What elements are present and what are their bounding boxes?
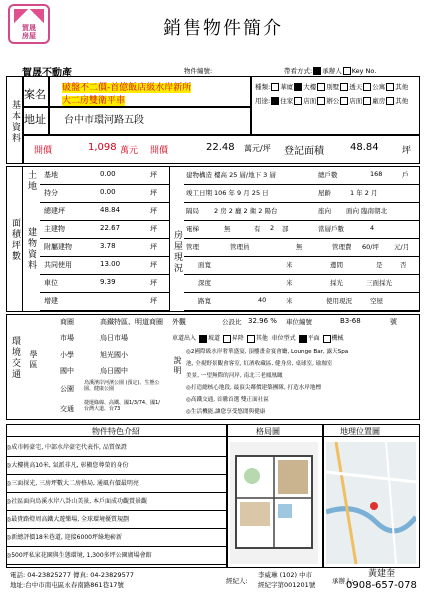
reg-area-value: 48.84: [350, 142, 379, 153]
house-cell: 無: [224, 225, 231, 233]
building-label: 建物資料: [26, 227, 36, 271]
price-unit: 萬元: [120, 146, 139, 156]
house-cell: 邊間: [330, 261, 343, 269]
address-label: 地址: [24, 113, 46, 126]
park-value: 烏溪濱岸河濱公園 (預定)、生態公園、健康公園: [84, 380, 160, 392]
house-cell: 電梯: [186, 225, 199, 233]
brand-name: 賀晟不動產: [22, 68, 72, 79]
row-divider: [40, 184, 170, 185]
price-per-unit: 萬元/坪: [244, 144, 271, 153]
agent-label: 經紀人:: [226, 577, 248, 585]
desc-line: ◎2國際級水岸奢華盛宴, 頂樓畫金宴會廳, Lounge Bar, 露天Spa: [186, 349, 349, 355]
area-unit: 坪: [150, 189, 157, 197]
house-cell: 三面採光: [366, 279, 392, 287]
house-cell: 管理: [186, 243, 199, 251]
row-divider: [40, 274, 170, 275]
parking-unit-value: B3-68: [340, 317, 361, 325]
area-label: 車位: [44, 279, 58, 287]
checkbox: [343, 67, 351, 75]
city-market-value: 烏日市場: [100, 334, 128, 342]
row-divider: [184, 310, 420, 311]
public-value: 32.96 %: [248, 317, 277, 325]
house-cell: 元/月: [394, 243, 410, 251]
area-label: 持分: [44, 189, 58, 197]
case-name-label: 案名: [24, 88, 46, 101]
facade-label: 外觀: [172, 318, 186, 326]
area-value: 9.39: [100, 278, 116, 286]
area-label: 基地: [44, 171, 58, 179]
map-icon: [326, 442, 416, 564]
desc-line: 美景, 一望無際的河岸, 南北三老鳳凰瞰: [186, 373, 283, 379]
desc-line: ◎打造總核心地段, 最頂尖鄰價建築團隊, 打造水岸地標: [186, 385, 322, 391]
roof-icon: [14, 9, 44, 23]
area-value: 0.00: [100, 170, 116, 178]
area-unit: 坪: [150, 171, 157, 179]
area-unit: 坪: [150, 243, 157, 251]
floor-plan-icon: [230, 442, 318, 564]
feature-item: ◎最貴路燈周高鐵大遊樂場, 全球環境優質規劃: [6, 512, 226, 529]
contact-label: 承辦人:: [332, 577, 354, 585]
row-divider: [184, 220, 420, 221]
house-cell: 2: [270, 224, 275, 232]
house-cell: 戶: [402, 171, 409, 179]
land-label: 土地: [26, 170, 36, 192]
house-cell: 管理費: [332, 243, 352, 251]
house-cell: 40: [258, 296, 267, 304]
area-label: 共同使用: [44, 261, 72, 269]
row-divider: [40, 220, 170, 221]
area-value: 0.00: [100, 188, 116, 196]
row-divider: [184, 292, 420, 293]
mid-value: 烏日國中: [100, 367, 128, 375]
area-value: 13.00: [100, 260, 121, 268]
house-cell: 座向: [318, 207, 331, 215]
feature-item: ◎新總評價18米巷道, 迎接6000坪綠地嶄新: [6, 530, 226, 547]
house-cell: 採光: [330, 279, 343, 287]
agent-name: 李威琳 (102) 中市: [258, 571, 313, 579]
section-area: 面積坪數: [10, 218, 20, 262]
page-title: 銷售物件簡介: [163, 18, 283, 39]
park-label: 公園: [60, 385, 74, 393]
case-name-line2: 大二房雙衛平車: [62, 96, 126, 106]
public-label: 公設比: [222, 318, 242, 326]
city-market-label: 市場: [60, 334, 74, 342]
area-unit: 坪: [150, 261, 157, 269]
reg-area-label: 登記面積: [284, 146, 324, 157]
section-basic: 基本資料: [10, 100, 20, 144]
feature-item: ◎社區面向烏溪水岸八卦山美景, 本戶面成功觀賞景觀: [6, 494, 226, 511]
footer-addr: 地址:台中市南屯區永春南路861巷17號: [10, 581, 124, 589]
area-unit: 坪: [150, 207, 157, 215]
house-cell: 管理員: [230, 243, 250, 251]
row-divider: [184, 184, 420, 185]
section-env: 環境交通: [10, 336, 20, 380]
parking-unit-label: 車位編號: [286, 318, 312, 326]
house-cell: 部: [282, 225, 289, 233]
feature-item: ◎大樓挑高10米, 氣派非凡, 彰顯您尊榮的身份: [6, 458, 226, 475]
house-cell: 空屋: [370, 297, 383, 305]
house-cell: 深度: [198, 279, 211, 287]
open-price-label: 開價: [34, 146, 53, 156]
contact-phone: 0908-657-078: [346, 580, 417, 591]
reg-area-unit: 坪: [402, 146, 412, 156]
floor-plan-image: [230, 442, 318, 564]
elem-label: 小學: [60, 351, 74, 359]
area-value: 22.67: [100, 224, 121, 232]
house-cell: 是: [376, 261, 383, 269]
market-label: 商圈: [60, 318, 74, 326]
row-divider: [40, 202, 170, 203]
company-logo: [8, 4, 50, 44]
house-cell: 無: [296, 243, 303, 251]
desc-line: ◎生活機能,讓您享受悠閒與健康: [186, 409, 266, 415]
address-value: 台中市環河路五段: [64, 115, 144, 126]
house-cell: 總戶數: [318, 171, 338, 179]
contact-name: 黃建奎: [368, 569, 396, 579]
house-cell: 否: [400, 261, 407, 269]
feature-item: ◎三面採光, 三房坪數大二房格局, 通風有價最明亮: [6, 476, 226, 493]
area-value: 48.84: [100, 206, 121, 214]
area-label: 主建物: [44, 225, 65, 233]
parking-unit-no: 號: [390, 318, 397, 326]
house-cell: 屋齡: [318, 189, 331, 197]
open-price-value: 1,098: [88, 142, 117, 153]
mid-label: 國中: [60, 367, 74, 375]
row-divider: [40, 238, 170, 239]
market-value: 高鐵特區、明道商圈: [100, 318, 163, 326]
row-divider: [40, 310, 170, 311]
desc-line: 池, 全視野景觀會客室, 紅酒收藏區, 健身房, 桌球室, 瑜珈室: [186, 361, 333, 367]
section-desc: 說明: [173, 356, 182, 376]
house-cell: 竣工日期: [186, 189, 212, 197]
house-cell: 使用現況: [326, 297, 352, 305]
row-divider: [184, 202, 420, 203]
house-cell: 有: [254, 225, 261, 233]
house-cell: 106 年 9 月 25 日: [214, 189, 269, 197]
house-cell: 4: [370, 224, 375, 232]
row-divider: [184, 256, 420, 257]
section-house: 房屋現況: [172, 230, 182, 274]
desc-line: ◎高鐵交通, 首購首選 雙正面社區: [186, 397, 269, 403]
object-no-label: 物件編號:: [184, 67, 213, 75]
agent-cert: 經紀字第001201號: [258, 581, 316, 589]
house-cell: 路寬: [198, 297, 211, 305]
feature-item: ◎500坪私家花園與生態環境, 1,300多坪公園廣場會館: [6, 548, 226, 565]
house-cell: 2 房 2 廳 2 衛 2 陽台: [214, 207, 278, 215]
area-label: 附屬建物: [44, 243, 72, 251]
traffic-value: 捷運綠線、高鐵、國1/3/74、國1/台灣大道、台73: [84, 400, 160, 412]
house-cell: 60/坪: [362, 243, 379, 251]
logo-line2: 房屋: [22, 32, 36, 40]
open-price-label2: 開價: [150, 146, 169, 156]
school-label: 學區: [29, 350, 38, 370]
traffic-label: 交通: [60, 405, 74, 413]
checkbox: [313, 67, 321, 75]
logo-line1: 賀晟: [22, 24, 36, 32]
price-per-ping: 22.48: [206, 142, 235, 153]
building-type: 種類: 華廈 大樓 別墅 透天 公寓 其他: [255, 83, 409, 91]
row-divider: [40, 292, 170, 293]
area-label: 增建: [44, 297, 58, 305]
house-cell: 面向 臨南朝北: [346, 207, 388, 215]
house-cell: 168: [370, 170, 383, 178]
area-unit: 坪: [150, 297, 157, 305]
row-divider: [40, 256, 170, 257]
area-unit: 坪: [150, 225, 157, 233]
house-cell: 米: [286, 297, 293, 305]
house-cell: 隔局: [186, 207, 199, 215]
elem-value: 旭光國小: [100, 351, 128, 359]
floorplan-header: 格局圖: [256, 427, 280, 436]
features-header: 物件特色介紹: [92, 427, 140, 436]
row-divider: [184, 274, 420, 275]
feature-item: ◎成市輕豪宅, 中部水岸豪宅代表作, 品質保證: [6, 440, 226, 457]
row-divider: [184, 238, 420, 239]
area-value: 3.78: [100, 242, 116, 250]
case-name-line1: 破盤不二價-首億飯店級水岸新所: [62, 83, 192, 93]
house-cell: 面寬: [198, 261, 211, 269]
house-cell: 米: [286, 261, 293, 269]
area-unit: 坪: [150, 279, 157, 287]
location-map: [326, 442, 416, 564]
house-cell: 建物構造: [186, 171, 212, 179]
slope-row: 車道出入 坡道 昇降 其他 車位型式 平面 機械: [172, 335, 344, 342]
house-cell: 當層戶數: [318, 225, 344, 233]
footer-tel: 電話: 04-23825277 傳真: 04-23829577: [10, 571, 134, 579]
house-cell: 1 年 2 月: [350, 189, 378, 197]
house-cell: 米: [286, 279, 293, 287]
viewing-method: 帶看方式: 承辦人 Key No.: [284, 67, 377, 75]
location-header: 地理位置圖: [340, 427, 380, 436]
building-use: 用途: 住家 店面 辦公 店面 廠房 其他: [255, 97, 409, 105]
house-cell: 樓高 25 層/地下 3 層: [214, 171, 276, 179]
area-label: 總建坪: [44, 207, 65, 215]
